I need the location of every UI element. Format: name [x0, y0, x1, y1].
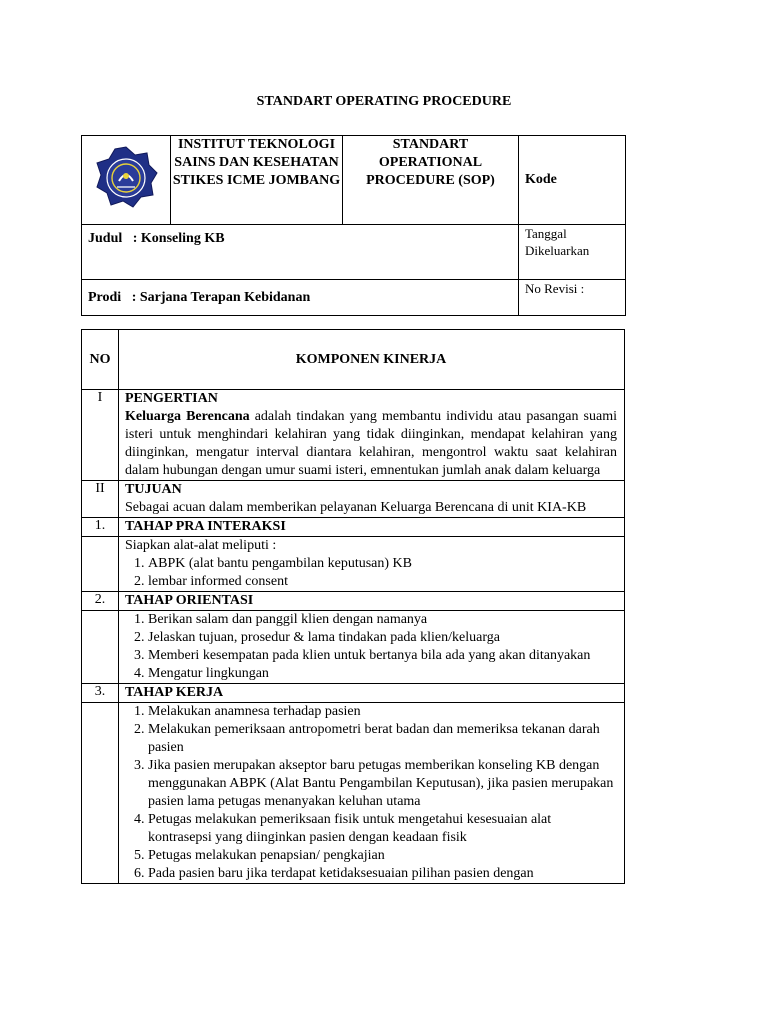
tujuan-text: Sebagai acuan dalam memberikan pelayanan Keluarga Berencana di unit KIA-KB [125, 500, 587, 515]
table-header-row [82, 330, 625, 390]
row-number: 1. [82, 518, 119, 537]
table-row-pengertian [82, 390, 625, 481]
pengertian-term: Keluarga Berencana [125, 409, 250, 424]
table-row-pra-interaksi-title [82, 518, 625, 537]
section-title: TAHAP KERJA [119, 684, 625, 703]
tanggal-line1: Tanggal [525, 226, 567, 241]
section-title: PENGERTIAN [125, 391, 218, 406]
orientasi-list [125, 611, 617, 683]
section-title: TUJUAN [125, 482, 182, 497]
judul-label: Judul [88, 231, 123, 246]
sop-label: STANDART OPERATIONAL PROCEDURE (SOP) [343, 136, 519, 225]
row-number: 2. [82, 592, 119, 611]
list-item: 2. Jelaskan tujuan, prosedur & lama tindakan pada klien/keluarga [148, 629, 617, 647]
row-number: I [82, 390, 119, 481]
pengertian-body: adalah tindakan yang membantu individu atau pasangan suami isteri untuk menghindari kelahiran yang tidak diinginkan, mendapat kelahiran yang diinginkan, mengatur interval diantara kelahiran, mengontrol waktu saat kelahiran dalam hubungan dengan umur suami isteri, emnentukan jumlah anak dalam keluarga [125, 409, 617, 478]
kerja-list [125, 703, 617, 883]
table-row-orientasi-body [82, 611, 625, 684]
col-no-header: NO [82, 330, 119, 390]
header-table [81, 135, 626, 316]
list-item: 4. Petugas melakukan pemeriksaan fisik untuk mengetahui kesesuaian alat kontrasepsi yang diinginkan pasien dengan keadaan fisik [148, 811, 617, 847]
kode-label: Kode [519, 136, 626, 225]
list-item: 2. Melakukan pemeriksaan antropometri berat badan dan memeriksa tekanan darah pasien [148, 721, 617, 757]
pengertian-text [125, 408, 617, 480]
judul-cell [82, 225, 519, 280]
table-row-pra-interaksi-body [82, 537, 625, 592]
table-row-tujuan [82, 481, 625, 518]
list-item: 1. Melakukan anamnesa terhadap pasien [148, 703, 617, 721]
prodi-value: : Sarjana Terapan Kebidanan [131, 289, 311, 305]
list-item: 6. Pada pasien baru jika terdapat ketidaksesuaian pilihan pasien dengan [148, 865, 617, 883]
tanggal-line2: Dikeluarkan [525, 243, 590, 258]
list-item: 1. ABPK (alat bantu pengambilan keputusan) KB [148, 555, 617, 573]
list-item: 3. Memberi kesempatan pada klien untuk bertanya bila ada yang akan ditanyakan [148, 647, 617, 665]
list-item: 2. lembar informed consent [148, 573, 617, 591]
prodi-cell [82, 280, 519, 316]
list-item: 3. Jika pasien merupakan akseptor baru petugas memberikan konseling KB dengan menggunakan ABPK (Alat Bantu Pengambilan Keputusan), jika pasien merupakan pasien lama petugas menanyakan keluhan utama [148, 757, 617, 811]
list-item: 1. Berikan salam dan panggil klien dengan namanya [148, 611, 617, 629]
row-number: 3. [82, 684, 119, 703]
pra-interaksi-list [125, 555, 617, 591]
list-item: 5. Petugas melakukan penapsian/ pengkajian [148, 847, 617, 865]
prodi-label: Prodi [88, 289, 122, 305]
section-title: TAHAP ORIENTASI [119, 592, 625, 611]
section-title: TAHAP PRA INTERAKSI [119, 518, 625, 537]
institution-name: INSTITUT TEKNOLOGI SAINS DAN KESEHATAN STIKES ICME JOMBANG [171, 136, 343, 225]
revisi-label: No Revisi : [525, 281, 585, 296]
institution-logo-icon [93, 145, 159, 211]
list-item: 4. Mengatur lingkungan [148, 665, 617, 683]
judul-value: : Konseling KB [132, 231, 225, 246]
col-komponen-header: KOMPONEN KINERJA [119, 330, 625, 390]
row-number: II [82, 481, 119, 518]
tanggal-cell [519, 225, 626, 280]
page-title: STANDART OPERATING PROCEDURE [256, 94, 512, 109]
table-row-kerja-body [82, 703, 625, 884]
logo-cell [82, 136, 171, 225]
komponen-table [81, 329, 625, 884]
table-row-orientasi-title [82, 592, 625, 611]
revisi-cell [519, 280, 626, 316]
pra-interaksi-intro: Siapkan alat-alat meliputi : [125, 538, 277, 553]
table-row-kerja-title [82, 684, 625, 703]
